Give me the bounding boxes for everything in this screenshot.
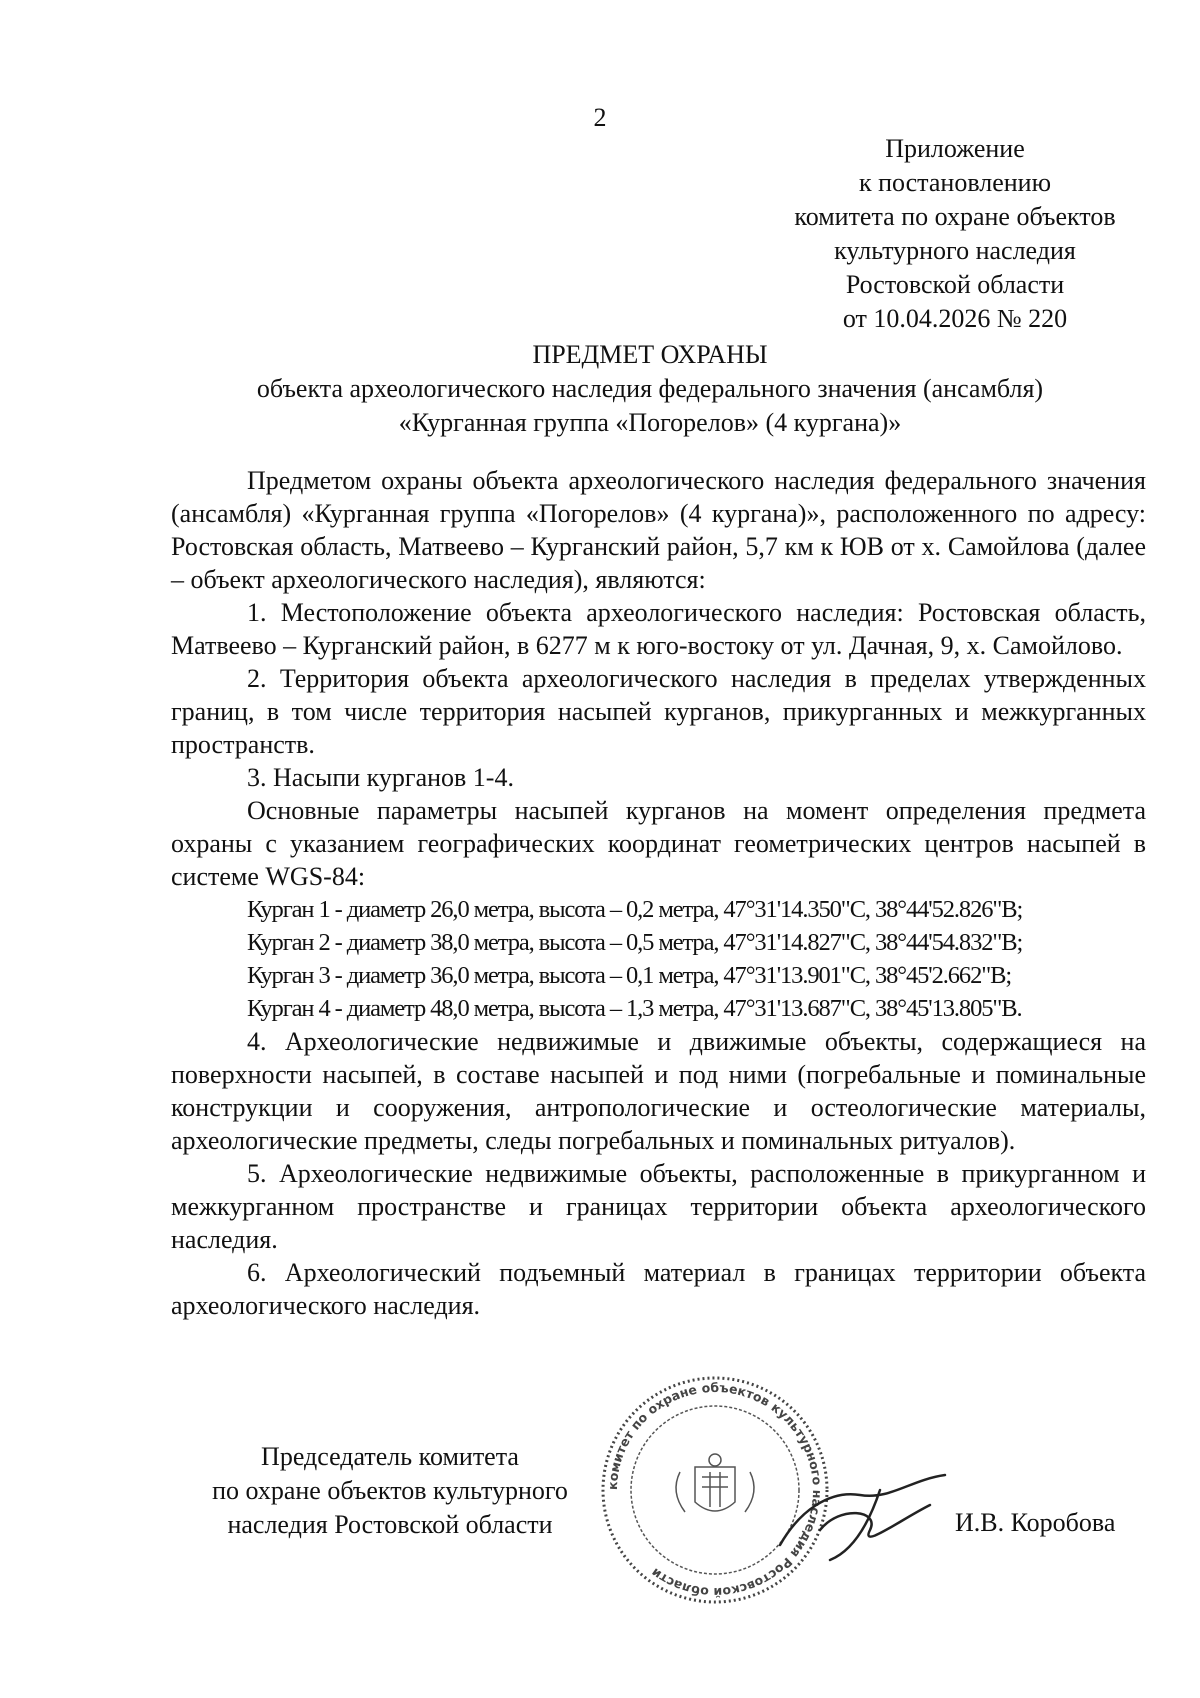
signer-name: И.В. Коробова — [955, 1508, 1116, 1537]
item-1-paragraph: 1. Местоположение объекта археологического наследия: Ростовская область, Матвеево – Курганский район, в 6277 м к юго-востоку от ул. Дачная, 9, х. Самойлово. — [171, 598, 1146, 660]
parameters-paragraph: Основные параметры насыпей курганов на момент определения предмета охраны с указанием географических координат геометрических центров насыпей в системе WGS-84: — [171, 796, 1146, 891]
item-6-paragraph: 6. Археологический подъемный материал в границах территории объекта археологического наследия. — [171, 1258, 1146, 1320]
appendix-header — [760, 132, 1150, 336]
signer-position-line: наследия Ростовской области — [227, 1510, 553, 1539]
item-4-paragraph: 4. Археологические недвижимые и движимые объекты, содержащиеся на поверхности насыпей, в составе насыпей и под ними (погребальные и поминальные конструкции и сооружения, антропологические и остеологические материалы, археологические предметы, следы погребальных и поминальных ритуалов). — [171, 1027, 1146, 1155]
appendix-line: от 10.04.2026 № 220 — [842, 304, 1068, 333]
signer-position-line: по охране объектов культурного — [212, 1476, 568, 1505]
kurgan-1-line: Курган 1 - диаметр 26,0 метра, высота – 0,2 метра, 47°31'14.350"С, 38°44'52.826"В; — [247, 896, 1023, 923]
title-subheading: объекта археологического наследия федерального значения (ансамбля) — [256, 374, 1044, 403]
seal-ring-text: комитет по охране объектов культурного наследия Ростовской области — [604, 1379, 826, 1601]
document-title — [150, 338, 1150, 440]
coat-of-arms-emblem — [676, 1454, 754, 1512]
signer-position — [180, 1440, 600, 1542]
item-2-paragraph: 2. Территория объекта археологического наследия в пределах утвержденных границ, в том числе территория насыпей курганов, прикурганных и межкурганных пространств. — [171, 664, 1146, 759]
signer-position-line: Председатель комитета — [261, 1442, 519, 1471]
title-heading: ПРЕДМЕТ ОХРАНЫ — [532, 340, 768, 369]
kurgan-2-line: Курган 2 - диаметр 38,0 метра, высота – 0,5 метра, 47°31'14.827"С, 38°44'54.832"В; — [247, 929, 1023, 956]
page-number: 2 — [593, 103, 607, 132]
appendix-line: комитета по охране объектов — [794, 202, 1116, 231]
appendix-line: Приложение — [885, 134, 1025, 163]
appendix-line: культурного наследия — [834, 236, 1076, 265]
signature-block — [0, 1379, 1200, 1650]
appendix-line: к постановлению — [858, 168, 1052, 197]
appendix-line: Ростовской области — [845, 270, 1065, 299]
item-5-paragraph: 5. Археологические недвижимые объекты, расположенные в прикурганном и межкурганном пространстве и границах территории объекта археологического наследия. — [171, 1159, 1146, 1254]
item-3-paragraph: 3. Насыпи курганов 1-4. — [247, 763, 514, 792]
intro-paragraph: Предметом охраны объекта археологического наследия федерального значения (ансамбля) «Курганная группа «Погорелов» (4 кургана)», расположенного по адресу: Ростовская область, Матвеево – Курганский район, 5,7 км к ЮВ от х. Самойлова (далее – объект археологического наследия), являются: — [171, 466, 1146, 594]
handwritten-signature — [760, 1450, 960, 1570]
document-body — [171, 464, 1146, 1322]
kurgan-4-line: Курган 4 - диаметр 48,0 метра, высота – 1,3 метра, 47°31'13.687"С, 38°45'13.805"В. — [247, 995, 1022, 1022]
kurgan-3-line: Курган 3 - диаметр 36,0 метра, высота – 0,1 метра, 47°31'13.901"С, 38°45'2.662"В; — [247, 962, 1012, 989]
title-object-name: «Курганная группа «Погорелов» (4 кургана)» — [398, 408, 902, 437]
